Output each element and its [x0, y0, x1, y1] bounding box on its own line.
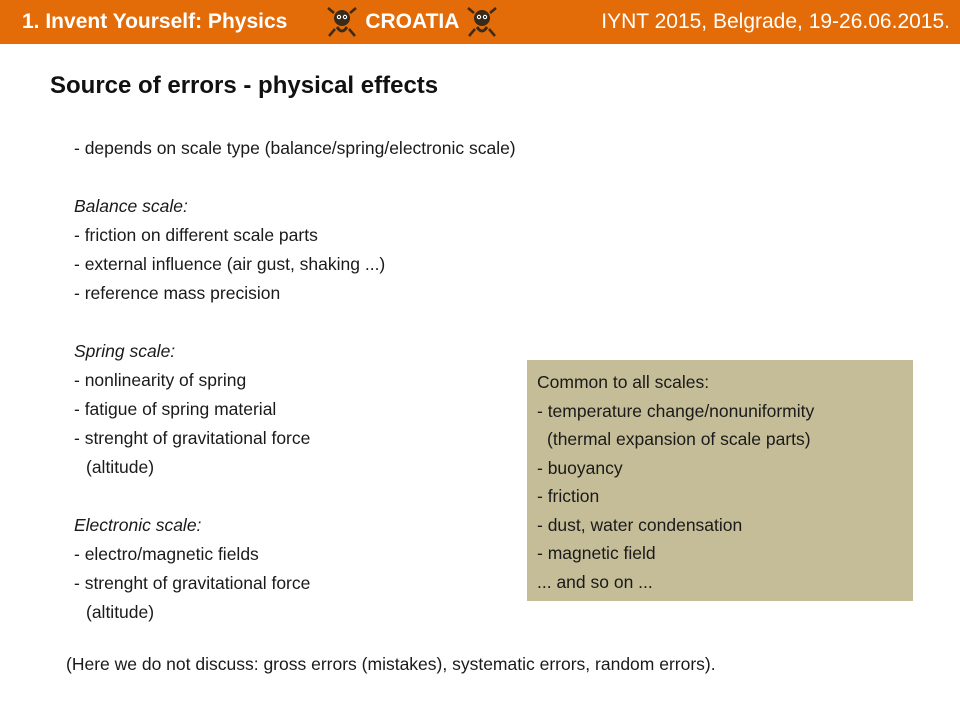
intro-line: - depends on scale type (balance/spring/electronic scale) [74, 138, 516, 158]
country-name: CROATIA [365, 10, 460, 33]
list-item: - temperature change/nonuniformity [537, 400, 815, 421]
spacer [74, 482, 516, 511]
list-item: - external influence (air gust, shaking ...) [74, 254, 386, 274]
list-item: (altitude) [86, 457, 155, 477]
list-item: - magnetic field [537, 543, 656, 563]
list-item: - reference mass precision [74, 283, 281, 303]
content-block [74, 134, 516, 627]
common-scales-box [527, 360, 913, 601]
spacer [74, 308, 516, 337]
list-item: - strenght of gravitational force [74, 573, 311, 593]
electronic-heading: Electronic scale: [74, 515, 202, 535]
balance-heading: Balance scale: [74, 196, 188, 216]
footnote: (Here we do not discuss: gross errors (mistakes), systematic errors, random errors). [66, 654, 716, 674]
event-title: 1. Invent Yourself: Physics [22, 10, 288, 33]
list-item: - electro/magnetic fields [74, 544, 259, 564]
mascot-icon [325, 5, 359, 39]
list-item: - nonlinearity of spring [74, 370, 247, 390]
common-heading: Common to all scales: [537, 372, 710, 392]
list-item: - dust, water condensation [537, 514, 743, 535]
list-item: ... and so on ... [537, 571, 653, 592]
event-info: IYNT 2015, Belgrade, 19-26.06.2015. [601, 10, 950, 33]
list-item: - strenght of gravitational force [74, 428, 311, 448]
list-item: - friction [537, 486, 600, 506]
list-item: (altitude) [86, 602, 155, 622]
slide-title: Source of errors - physical effects [50, 72, 439, 99]
country-label [319, 5, 505, 39]
list-item: (thermal expansion of scale parts) [547, 429, 811, 449]
mascot-icon [465, 5, 499, 39]
list-item: - fatigue of spring material [74, 399, 277, 419]
list-item: - friction on different scale parts [74, 225, 318, 245]
list-item: - buoyancy [537, 457, 623, 478]
header-bar [0, 0, 960, 44]
spacer [74, 163, 516, 192]
spring-heading: Spring scale: [74, 341, 176, 361]
